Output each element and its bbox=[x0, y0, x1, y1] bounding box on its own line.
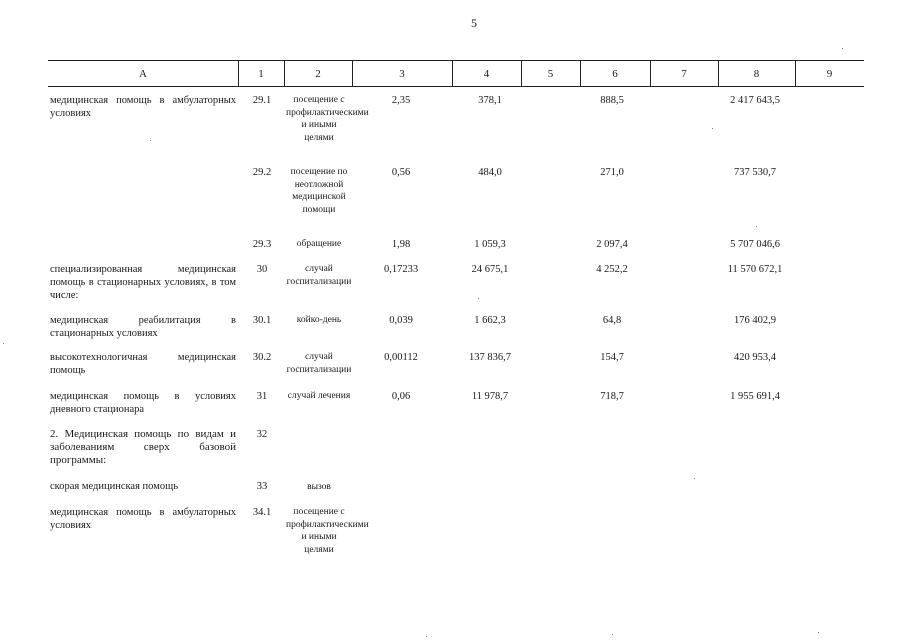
row-value-4: 484,0 bbox=[478, 167, 502, 178]
column-header: 4 bbox=[483, 68, 490, 80]
row-unit: посещение с профилактическими и иными целями bbox=[286, 507, 369, 555]
row-name: специализированная медицинская помощь в стационарных условиях, в том числе: bbox=[50, 264, 236, 301]
scan-speck bbox=[712, 128, 713, 129]
row-value-3: 1,98 bbox=[391, 239, 411, 250]
column-header: 8 bbox=[753, 68, 760, 80]
row-value-3: 2,35 bbox=[391, 95, 411, 106]
row-name: высокотехнологичная медицинская помощь bbox=[50, 352, 236, 376]
row-unit: обращение bbox=[296, 239, 342, 249]
row-code: 30 bbox=[256, 264, 268, 275]
row-value-6: 718,7 bbox=[600, 391, 624, 402]
row-value-3: 0,17233 bbox=[383, 264, 419, 275]
header-top-rule bbox=[48, 60, 864, 61]
column-header: 9 bbox=[826, 68, 833, 80]
scan-speck bbox=[694, 478, 695, 479]
row-value-8: 5 707 046,6 bbox=[730, 239, 780, 250]
row-unit: посещение с профилактическими и иными целями bbox=[286, 95, 369, 143]
row-value-6: 64,8 bbox=[602, 315, 622, 326]
row-code: 33 bbox=[256, 481, 268, 492]
row-value-8: 2 417 643,5 bbox=[730, 95, 780, 106]
column-header: 3 bbox=[399, 68, 405, 80]
row-name: медицинская помощь в условиях дневного стационара bbox=[50, 391, 236, 415]
scan-speck bbox=[426, 636, 427, 637]
row-value-3: 0,56 bbox=[391, 167, 411, 178]
row-code: 29.3 bbox=[252, 239, 272, 250]
row-value-8: 737 530,7 bbox=[734, 167, 776, 178]
scan-speck bbox=[3, 343, 4, 344]
row-value-8: 11 570 672,1 bbox=[727, 264, 783, 275]
row-value-4: 1 059,3 bbox=[474, 239, 506, 250]
row-unit: случай лечения bbox=[287, 391, 351, 401]
row-unit: вызов bbox=[307, 482, 331, 492]
column-header: А bbox=[139, 68, 147, 80]
row-unit: посещение по неотложной медицинской помощи bbox=[290, 167, 348, 215]
header-bottom-rule bbox=[48, 86, 864, 87]
row-value-8: 1 955 691,4 bbox=[730, 391, 780, 402]
row-value-4: 11 978,7 bbox=[471, 391, 509, 402]
row-unit: случай госпитализации bbox=[286, 264, 352, 287]
row-code: 29.2 bbox=[252, 167, 272, 178]
row-value-8: 420 953,4 bbox=[734, 352, 776, 363]
row-value-3: 0,039 bbox=[389, 315, 413, 326]
row-value-4: 1 662,3 bbox=[474, 315, 506, 326]
scan-speck bbox=[818, 632, 819, 633]
row-value-6: 888,5 bbox=[600, 95, 624, 106]
row-value-4: 24 675,1 bbox=[471, 264, 509, 275]
row-value-6: 154,7 bbox=[600, 352, 624, 363]
row-value-6: 271,0 bbox=[600, 167, 624, 178]
column-header: 1 bbox=[258, 68, 264, 80]
scan-speck bbox=[612, 634, 613, 635]
row-unit: койко-день bbox=[296, 315, 342, 325]
row-code: 29.1 bbox=[252, 95, 272, 106]
page-number: 5 bbox=[471, 16, 477, 30]
scan-speck bbox=[756, 226, 757, 227]
column-header: 5 bbox=[547, 68, 554, 80]
row-name: 2. Медицинская помощь по видам и заболеваниям сверх базовой программы: bbox=[50, 428, 236, 466]
row-name: медицинская помощь в амбулаторных условиях bbox=[50, 95, 236, 119]
column-header: 7 bbox=[681, 68, 687, 80]
row-value-6: 4 252,2 bbox=[596, 264, 628, 275]
row-value-4: 378,1 bbox=[478, 95, 502, 106]
row-value-8: 176 402,9 bbox=[734, 315, 776, 326]
row-value-3: 0,00112 bbox=[384, 352, 418, 363]
row-code: 32 bbox=[256, 429, 268, 440]
row-code: 34.1 bbox=[252, 507, 272, 518]
row-value-3: 0,06 bbox=[391, 391, 411, 402]
row-name: медицинская помощь в амбулаторных условиях bbox=[50, 507, 236, 531]
row-code: 30.1 bbox=[252, 315, 272, 326]
row-value-6: 2 097,4 bbox=[596, 239, 628, 250]
column-header: 2 bbox=[315, 68, 321, 80]
row-value-4: 137 836,7 bbox=[469, 352, 511, 363]
row-code: 30.2 bbox=[252, 352, 272, 363]
row-name: медицинская реабилитация в стационарных условиях bbox=[50, 315, 236, 339]
row-unit: случай госпитализации bbox=[286, 352, 352, 375]
row-name: скорая медицинская помощь bbox=[50, 481, 178, 492]
scan-speck bbox=[150, 140, 151, 141]
scan-speck bbox=[478, 298, 479, 299]
scan-speck bbox=[842, 48, 843, 49]
column-header: 6 bbox=[612, 68, 618, 80]
row-code: 31 bbox=[256, 391, 268, 402]
